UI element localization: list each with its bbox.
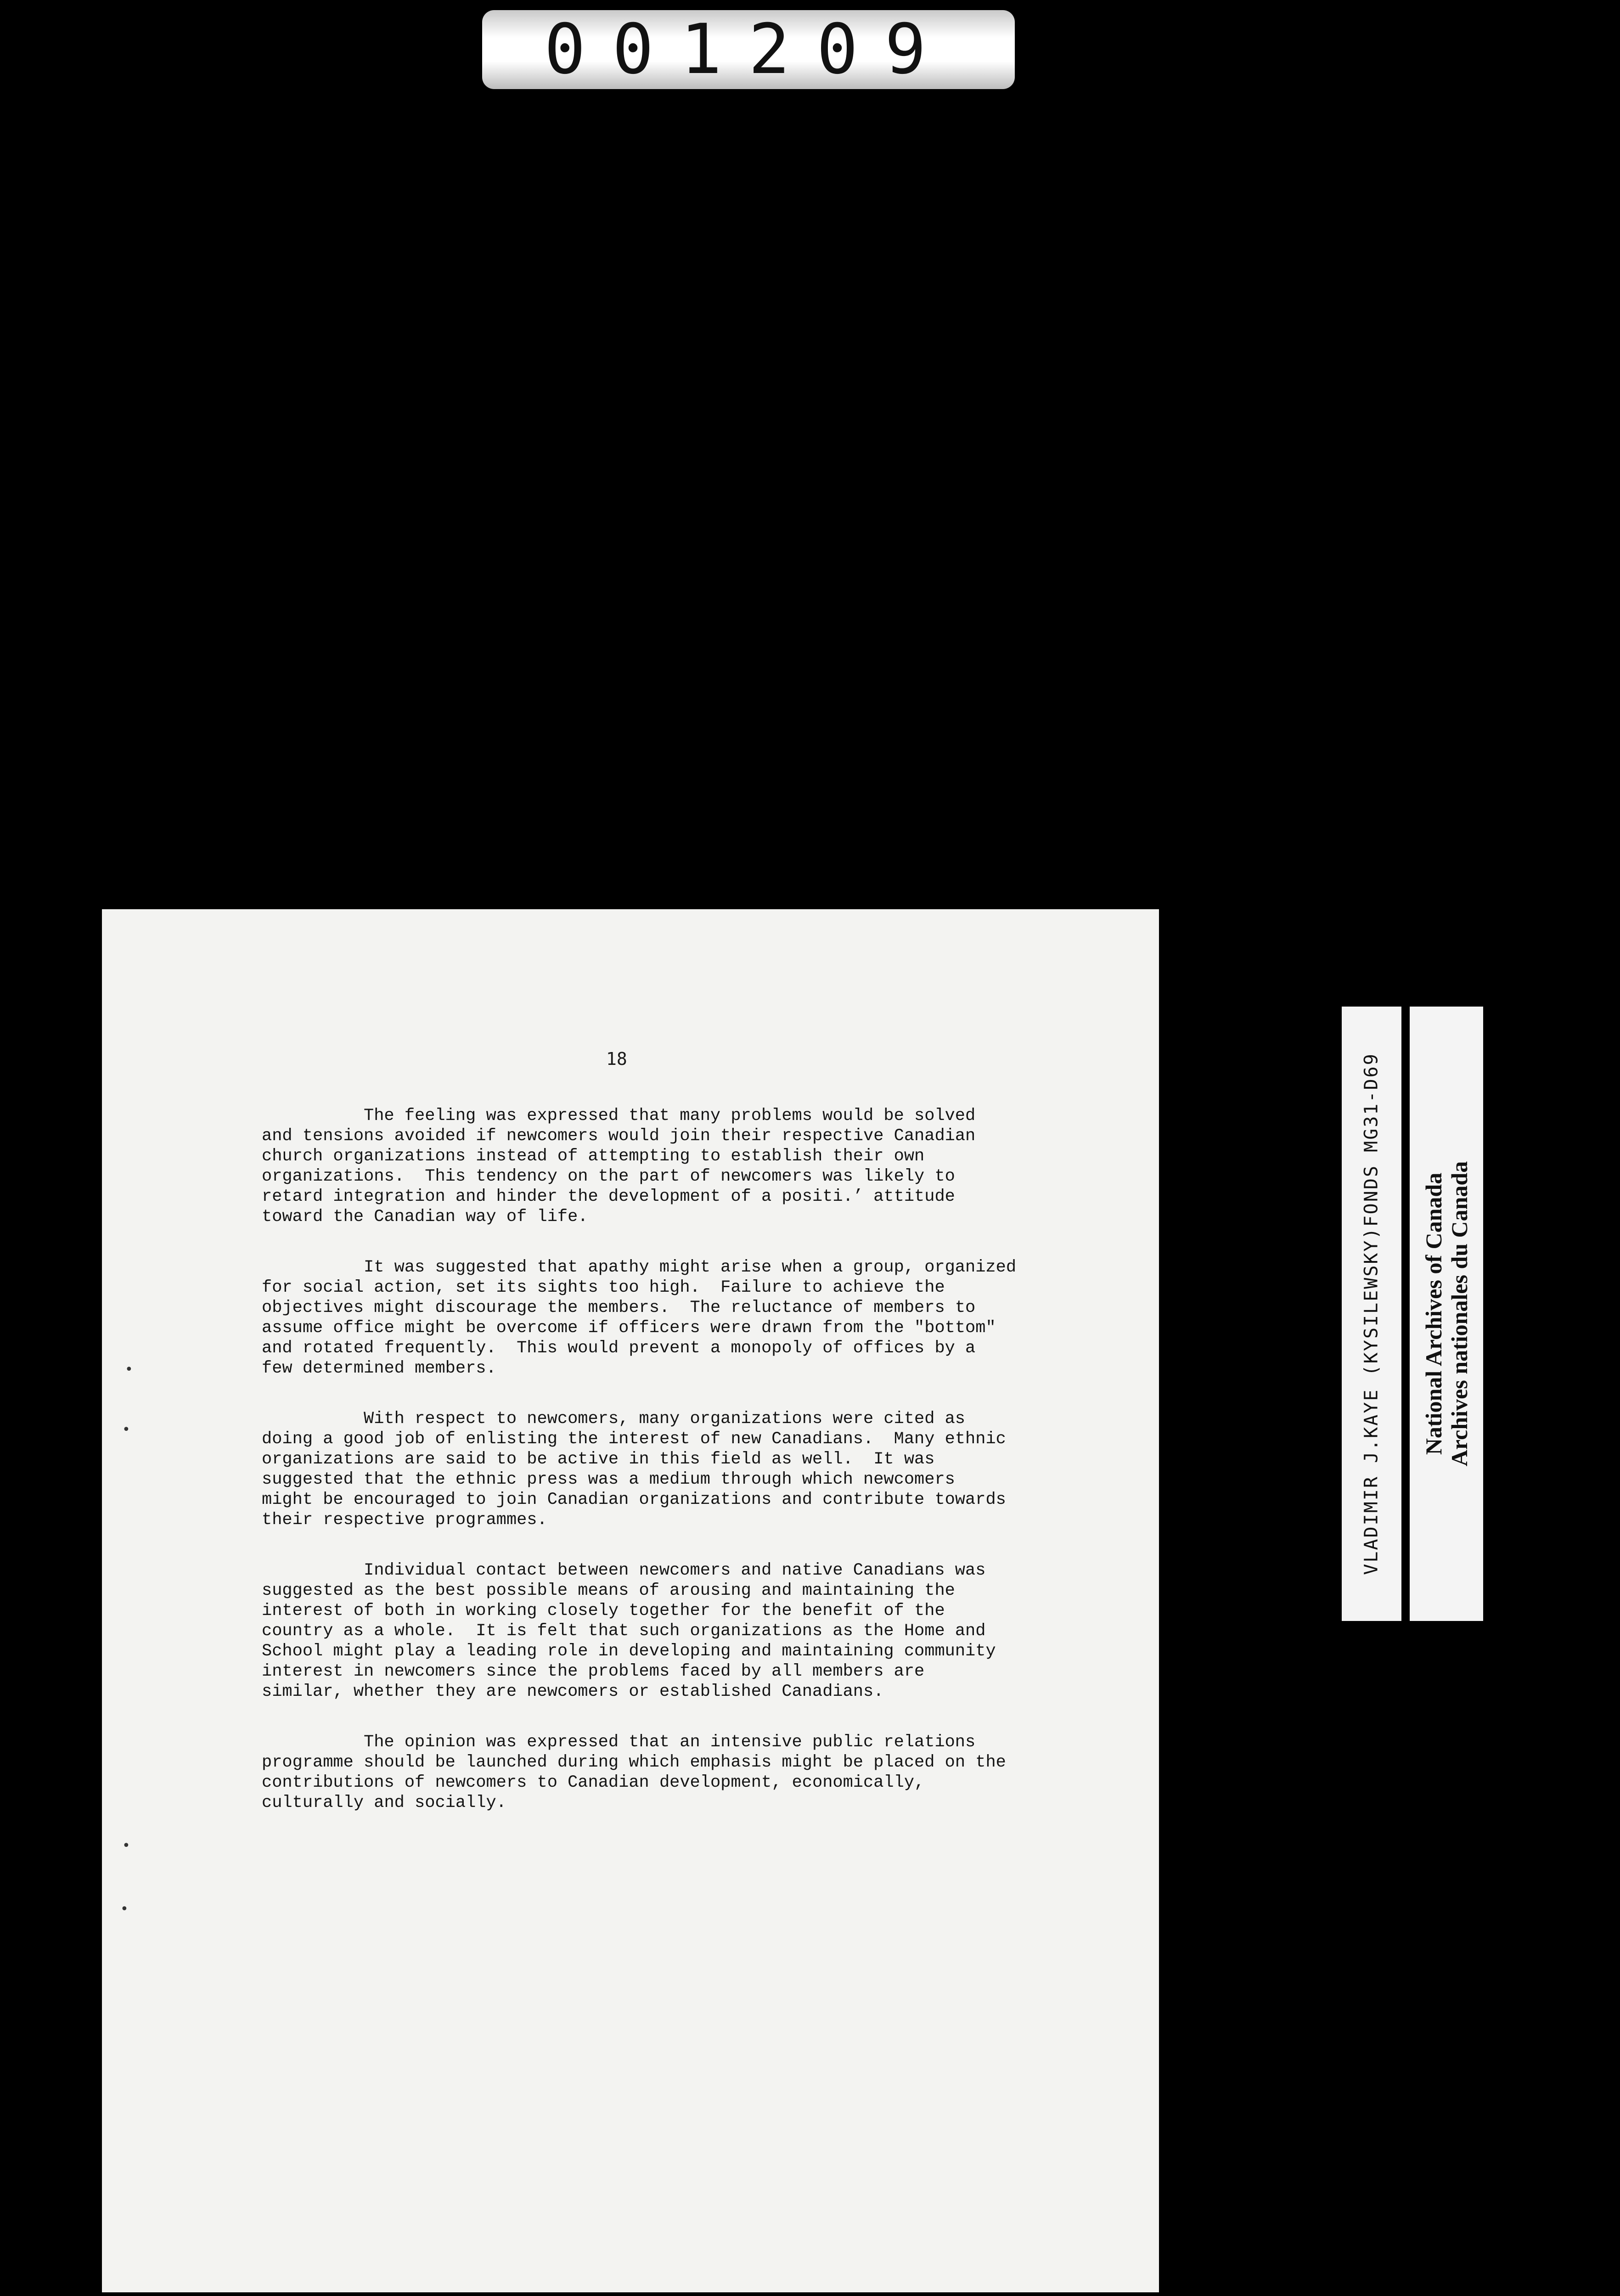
text-line: few determined members.	[262, 1359, 496, 1378]
paragraph	[262, 1106, 1134, 1227]
text-line: suggested that the ethnic press was a medium through which newcomers	[262, 1470, 955, 1489]
margin-mark: •	[125, 1362, 133, 1378]
archives-label	[1421, 1161, 1472, 1466]
text-line: Individual contact between newcomers and native Canadians was	[364, 1561, 986, 1580]
archives-label-fr: Archives nationales du Canada	[1446, 1161, 1473, 1467]
text-line: With respect to newcomers, many organizations were cited as	[364, 1409, 966, 1429]
fonds-label: VLADIMIR J.KAYE (KYSILEWSKY)FONDS MG31-D69	[1361, 1052, 1383, 1575]
text-line: interest of both in working closely together for the benefit of the	[262, 1601, 945, 1621]
text-line: objectives might discourage the members. The reluctance of members to	[262, 1298, 976, 1317]
text-line: and tensions avoided if newcomers would join their respective Canadian	[262, 1126, 976, 1146]
fonds-label-strip	[1342, 1007, 1401, 1621]
document-page	[102, 909, 1159, 2292]
paragraph	[262, 1732, 1134, 1813]
text-line: The feeling was expressed that many problems would be solved	[364, 1106, 976, 1125]
margin-mark: •	[120, 1901, 129, 1917]
text-line: interest in newcomers since the problems faced by all members are	[262, 1662, 925, 1681]
text-line: School might play a leading role in developing and maintaining community	[262, 1642, 996, 1661]
text-line: for social action, set its sights too high. Failure to achieve the	[262, 1278, 945, 1297]
paragraph	[262, 1409, 1134, 1530]
archives-label-en: National Archives of Canada	[1421, 1172, 1447, 1455]
text-line: programme should be launched during which emphasis might be placed on the	[262, 1753, 1006, 1772]
archives-label-strip	[1410, 1007, 1483, 1621]
text-line: might be encouraged to join Canadian organizations and contribute towards	[262, 1490, 1006, 1509]
text-line: church organizations instead of attempting to establish their own	[262, 1147, 925, 1166]
margin-mark: •	[122, 1838, 130, 1854]
text-line: It was suggested that apathy might arise when a group, organized	[364, 1258, 1017, 1277]
frame-number: 001209	[482, 10, 1015, 89]
text-line: toward the Canadian way of life.	[262, 1207, 588, 1227]
text-line: doing a good job of enlisting the interest of new Canadians. Many ethnic	[262, 1429, 1006, 1449]
paragraph	[262, 1257, 1134, 1379]
text-line: their respective programmes.	[262, 1510, 547, 1530]
text-line: country as a whole. It is felt that such organizations as the Home and	[262, 1621, 986, 1641]
text-line: organizations are said to be active in this field as well. It was	[262, 1450, 935, 1469]
document-body	[262, 1106, 1134, 1843]
page-number: 18	[606, 1049, 627, 1069]
text-line: contributions of newcomers to Canadian development, economically,	[262, 1773, 925, 1792]
text-line: suggested as the best possible means of arousing and maintaining the	[262, 1581, 955, 1600]
text-line: similar, whether they are newcomers or established Canadians.	[262, 1682, 884, 1701]
text-line: The opinion was expressed that an intensive public relations	[364, 1733, 976, 1752]
text-line: organizations. This tendency on the part of newcomers was likely to	[262, 1167, 955, 1186]
text-line: and rotated frequently. This would prevent a monopoly of offices by a	[262, 1339, 976, 1358]
text-line: culturally and socially.	[262, 1793, 506, 1812]
paragraph	[262, 1560, 1134, 1702]
text-line: assume office might be overcome if officers were drawn from the "bottom"	[262, 1318, 996, 1338]
text-line: retard integration and hinder the development of a positi.’ attitude	[262, 1187, 955, 1206]
margin-mark: •	[122, 1422, 130, 1438]
